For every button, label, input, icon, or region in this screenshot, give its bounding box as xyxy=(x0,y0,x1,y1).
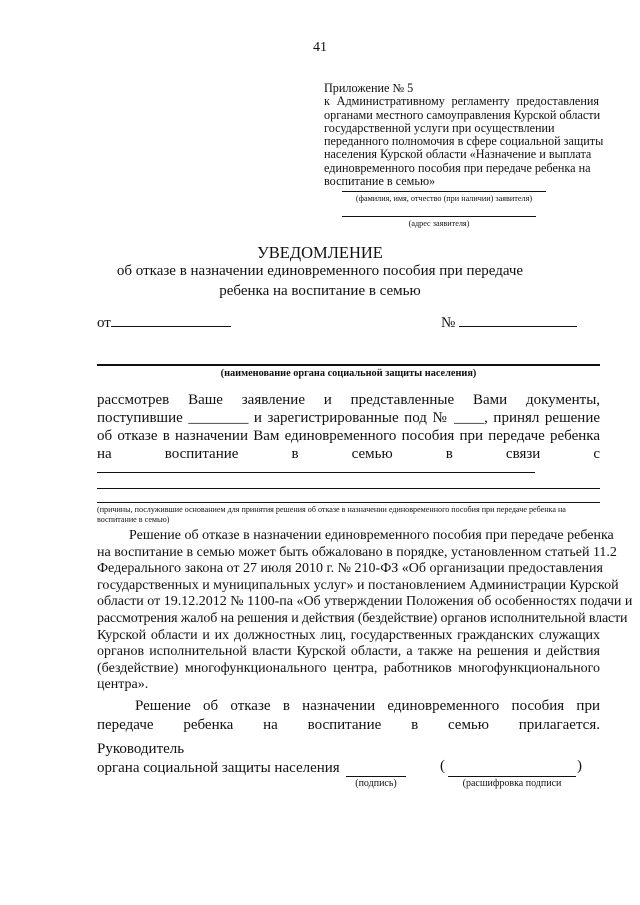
position-title: Руководитель xyxy=(97,741,185,757)
appendix-line: органами местного самоуправления Курской области xyxy=(324,107,601,122)
signature-field[interactable] xyxy=(346,776,406,777)
body-word: Ваше xyxy=(188,392,223,408)
body-word: и xyxy=(323,392,332,408)
body-word: на xyxy=(97,446,112,462)
body-word: Вами xyxy=(472,392,508,408)
reason-field-3[interactable] xyxy=(97,502,600,503)
body-line xyxy=(97,427,600,445)
appeal-line: рассмотрения жалоб на решения и действия (бездействие) органов исполнительной власти xyxy=(97,610,628,626)
appeal-line: Решение об отказе в назначении единовременного пособия при передаче ребенка xyxy=(129,528,614,543)
subtitle-line: ребенка на воспитание в семью xyxy=(219,283,421,299)
close-paren: ) xyxy=(577,758,582,774)
reasons-caption: (причины, послужившие основанием для принятия решения об отказе в назначении единовременного пособия при передаче ребенка на воспитание в семью) xyxy=(97,505,566,524)
from-label: от xyxy=(97,315,111,331)
body-word: документы, xyxy=(525,392,601,408)
subtitle-line: об отказе в назначении единовременного пособия при передаче xyxy=(116,263,524,279)
attachment-paragraph xyxy=(97,697,600,735)
body-line xyxy=(97,409,600,427)
organ-caption: (наименование органа социальной защиты населения) xyxy=(220,368,477,379)
appeal-line: области от 19.12.2012 № 1100-па «Об утверждении Положения об особенностях подачи и xyxy=(97,594,633,610)
body-word: с xyxy=(593,446,601,462)
body-word: поступившие xyxy=(97,410,183,426)
appeal-line: органов исполнительной власти Курской области, а также на решения и действия xyxy=(97,644,600,660)
appeal-line: на воспитание в семью может быть обжаловано в порядке, установленном статьей 11.2 xyxy=(97,544,617,560)
attach-line: Решение об отказе в назначении единовременного пособия при xyxy=(135,698,600,714)
appendix-line: к Административному регламенту предоставления xyxy=(324,94,599,109)
applicant-name-caption: (фамилия, имя, отчество (при наличии) заявителя) xyxy=(355,194,533,203)
body-line xyxy=(97,445,600,463)
open-paren: ( xyxy=(440,758,445,774)
appendix-line: переданного полномочия в сфере социальной защиты xyxy=(324,134,604,149)
appendix-line: единовременного пособия при передаче ребенка на xyxy=(324,160,591,175)
applicant-address-field[interactable] xyxy=(342,216,536,217)
from-row xyxy=(97,312,231,332)
applicant-name-field[interactable] xyxy=(342,191,546,192)
position-title-2: органа социальной защиты населения xyxy=(97,760,340,776)
body-word: рассмотрев xyxy=(97,392,170,408)
body-word: принял решение xyxy=(493,410,601,426)
page-number: 41 xyxy=(313,40,327,55)
reason-field-2[interactable] xyxy=(97,488,600,489)
attach-line: передаче ребенка на воспитание в семью прилагается. xyxy=(97,717,600,733)
registration-number-field[interactable]: ____, xyxy=(454,410,488,426)
appendix-line: Приложение № 5 xyxy=(324,81,414,95)
from-date-field[interactable] xyxy=(111,312,231,327)
appendix-line: государственной услуги при осуществлении xyxy=(324,120,555,135)
body-word: в xyxy=(291,446,299,462)
body-word: воспитание xyxy=(164,446,239,462)
signature-caption: (подпись) xyxy=(355,778,397,789)
applicant-address-caption: (адрес заявителя) xyxy=(408,219,470,228)
body-word: заявление xyxy=(241,392,305,408)
body-line xyxy=(97,391,600,409)
signature-decode-field[interactable] xyxy=(448,776,576,777)
body-text xyxy=(97,391,600,463)
body-word: в xyxy=(445,446,453,462)
reason-field-1[interactable] xyxy=(97,472,535,473)
appeal-line: Федерального закона от 27 июля 2010 г. № 210-ФЗ «Об организации предоставления xyxy=(97,561,603,577)
document-subtitle xyxy=(0,261,640,301)
body-word: об отказе в назначении Вам единовременного пособия при передаче ребенка xyxy=(97,428,600,444)
number-row xyxy=(441,312,577,332)
body-word: и зарегистрированные под № xyxy=(253,410,449,426)
number-field[interactable] xyxy=(459,312,577,327)
appendix-line: воспитание в семью» xyxy=(324,174,436,189)
appendix-line: населения Курской области «Назначение и выплата xyxy=(324,147,592,162)
received-date-field[interactable]: ________ xyxy=(188,410,249,426)
appeal-line: центра». xyxy=(97,677,149,693)
appeal-line: (бездействие) многофункционального центра, работников многофункционального xyxy=(97,660,600,676)
document-title: УВЕДОМЛЕНИЕ xyxy=(257,243,383,262)
body-word: связи xyxy=(505,446,541,462)
organ-name-field[interactable] xyxy=(97,364,600,366)
number-label: № xyxy=(441,315,456,331)
appeal-line: Курской области и их должностных лиц, государственных гражданских служащих xyxy=(97,627,600,643)
body-word: представленные xyxy=(350,392,455,408)
signature-decode-caption: (расшифровка подписи xyxy=(462,778,562,789)
appeal-paragraph xyxy=(97,528,633,694)
appendix-header xyxy=(324,81,604,189)
appeal-line: государственных и муниципальных услуг» и постановлением Администрации Курской xyxy=(97,577,619,593)
body-word: семью xyxy=(351,446,393,462)
